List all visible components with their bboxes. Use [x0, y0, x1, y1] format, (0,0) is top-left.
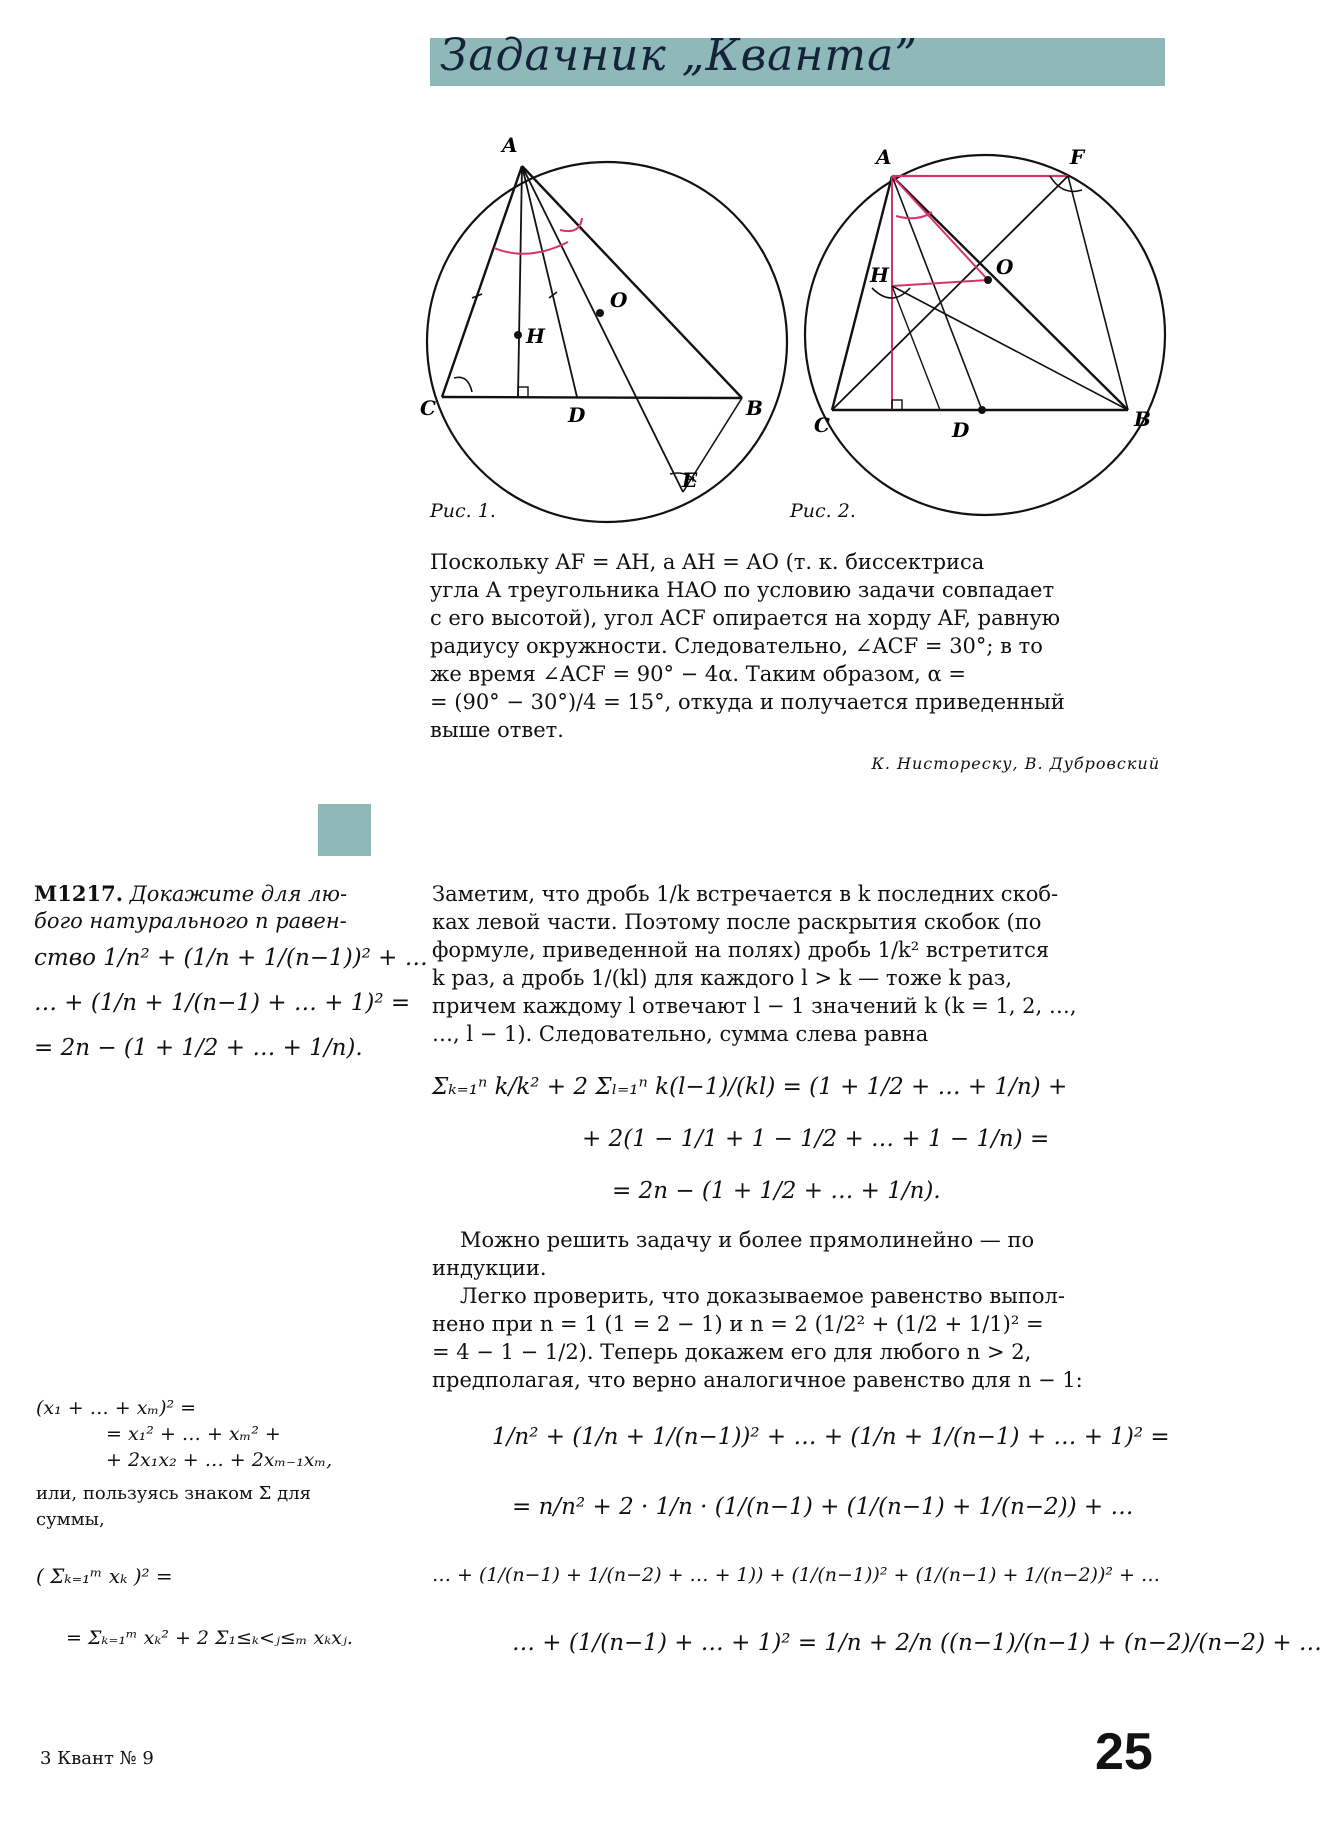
fig2-side-ab: [892, 176, 1128, 410]
problem-formula-3: = 2n − (1 + 1/2 + … + 1/n).: [34, 1035, 363, 1061]
margin-formula-5: = Σₖ₌₁ᵐ xₖ² + 2 Σ₁≤ₖ<ⱼ≤ₘ xₖxⱼ.: [66, 1627, 353, 1649]
para3-line: предполагая, что верно аналогичное равенство для n − 1:: [432, 1368, 1083, 1392]
fig1-point-o: [596, 309, 604, 317]
equation-6: … + (1/(n−1) + 1/(n−2) + … + 1)) + (1/(n−1))² + (1/(n−1) + 1/(n−2))² + …: [432, 1564, 1161, 1586]
solution-top-line: выше ответ.: [430, 718, 564, 742]
fig2-point-o: [984, 276, 992, 284]
authors: К. Нистореску, В. Дубровский: [871, 754, 1160, 773]
margin-formula-4: ( Σₖ₌₁ᵐ xₖ )² =: [36, 1564, 173, 1588]
equation-2: + 2(1 − 1/1 + 1 − 1/2 + … + 1 − 1/n) =: [582, 1126, 1050, 1152]
equation-3: = 2n − (1 + 1/2 + … + 1/n).: [612, 1178, 941, 1204]
fig1-angle-c: [454, 377, 472, 392]
para2-line: индукции.: [432, 1256, 547, 1280]
para1-line: …, l − 1). Следовательно, сумма слева равна: [432, 1022, 929, 1046]
fig2-label-c: C: [814, 413, 830, 437]
fig1-label-d: D: [568, 403, 586, 427]
margin-text-line: суммы,: [36, 1509, 105, 1530]
solution-top-line: же время ∠ACF = 90° − 4α. Таким образом, α =: [430, 662, 966, 686]
solution-top-line: = (90° − 30°)/4 = 15°, откуда и получается приведенный: [430, 690, 1065, 714]
margin-formula-3: + 2x₁x₂ + … + 2xₘ₋₁xₘ,: [106, 1449, 333, 1471]
problem-statement-line: Докажите для лю-: [129, 882, 348, 906]
problem-word: ство: [34, 945, 96, 971]
fig2-caption: Рис. 2.: [790, 500, 856, 522]
fig2-line-ho: [892, 280, 988, 286]
solution-top-line: с его высотой), угол ACF опирается на хорду AF, равную: [430, 606, 1061, 630]
fig2-side-ac: [832, 176, 892, 410]
fig1-label-e: E: [682, 468, 698, 492]
solution-top: [430, 548, 1160, 773]
solution-top-line: Поскольку AF = AH, а AH = AO (т. к. биссектриса: [430, 550, 985, 574]
fig2-label-d: D: [952, 418, 970, 442]
fig1-angle-arc-1: [494, 242, 568, 254]
para3-line: = 4 − 1 − 1/2). Теперь докажем его для любого n > 2,: [432, 1340, 1032, 1364]
section-title: Задачник „Кванта”: [440, 30, 918, 81]
fig2-label-a: A: [876, 145, 892, 169]
page-number: 25: [1095, 1723, 1153, 1781]
fig2-point-d: [978, 406, 986, 414]
solution-top-line: радиусу окружности. Следовательно, ∠ACF = 30°; в то: [430, 634, 1043, 658]
para3-line: нено при n = 1 (1 = 2 − 1) и n = 2 (1/2² + (1/2 + 1/1)² =: [432, 1312, 1044, 1336]
teal-marker: [318, 804, 371, 856]
margin-note: [36, 1395, 386, 1651]
fig2-line-hb: [892, 286, 1128, 410]
para1-line: ках левой части. Поэтому после раскрытия скобок (по: [432, 910, 1042, 934]
para1-line: формуле, приведенной на полях) дробь 1/k² встретится: [432, 938, 1050, 962]
fig2-label-b: B: [1134, 407, 1151, 431]
para1-line: Заметим, что дробь 1/k встречается в k последних скоб-: [432, 882, 1059, 906]
fig1-label-a: A: [502, 133, 518, 157]
equation-4: 1/n² + (1/n + 1/(n−1))² + … + (1/n + 1/(n−1) + … + 1)² =: [492, 1424, 1170, 1450]
problem-m1217: [34, 880, 428, 1062]
equation-1: Σₖ₌₁ⁿ k/k² + 2 Σₗ₌₁ⁿ k(l−1)/(kl) = (1 + 1/2 + … + 1/n) +: [432, 1074, 1068, 1100]
fig1-side-ab: [522, 166, 742, 398]
solution-main: [432, 880, 1322, 1656]
fig1-circle: [427, 162, 787, 522]
problem-statement-line: бого натурального n равен-: [34, 909, 347, 933]
equation-7: … + (1/(n−1) + … + 1)² = 1/n + 2/n ((n−1)/(n−1) + (n−2)/(n−2) + …: [512, 1630, 1322, 1656]
fig1-label-b: B: [746, 396, 763, 420]
para3-line: Легко проверить, что доказываемое равенство выпол-: [460, 1284, 1065, 1308]
fig1-right-angle: [518, 387, 528, 397]
fig1-label-o: O: [610, 288, 628, 312]
fig2-line-ao: [892, 176, 988, 280]
fig1-bisector: [522, 166, 577, 397]
fig1-side-ac: [442, 166, 522, 397]
margin-formula-2: = x₁² + … + xₘ² +: [106, 1423, 281, 1445]
para2-line: Можно решить задачу и более прямолинейно — по: [460, 1228, 1035, 1252]
problem-formula-1: 1/n² + (1/n + 1/(n−1))² + …: [103, 945, 428, 971]
para1-line: причем каждому l отвечают l − 1 значений k (k = 1, 2, …,: [432, 994, 1077, 1018]
margin-formula-1: (x₁ + … + xₘ)² =: [36, 1397, 197, 1419]
fig1-label-c: C: [420, 396, 436, 420]
footer-issue: 3 Квант № 9: [40, 1748, 154, 1769]
problem-formula-2: … + (1/n + 1/(n−1) + … + 1)² =: [34, 990, 411, 1016]
problem-number: М1217.: [34, 881, 124, 906]
fig1-side-cb: [442, 397, 742, 398]
fig2-label-o: O: [996, 255, 1014, 279]
fig1-line-ae: [522, 166, 683, 492]
equation-5: = n/n² + 2 · 1/n · (1/(n−1) + (1/(n−1) + 1/(n−2)) + …: [512, 1494, 1134, 1520]
fig1-caption: Рис. 1.: [430, 500, 496, 522]
para1-line: k раз, а дробь 1/(kl) для каждого l > k — тоже k раз,: [432, 966, 1013, 990]
fig1-point-h: [514, 331, 522, 339]
fig2-line-fb: [1068, 176, 1128, 410]
solution-top-line: угла A треугольника HAO по условию задачи совпадает: [430, 578, 1055, 602]
fig2-label-h: H: [870, 263, 889, 287]
figure-1: [420, 130, 780, 500]
fig2-label-f: F: [1070, 145, 1085, 169]
fig1-label-h: H: [526, 324, 545, 348]
margin-text-line: или, пользуясь знаком Σ для: [36, 1483, 311, 1504]
figure-2: [800, 140, 1170, 510]
fig1-altitude: [518, 166, 522, 397]
